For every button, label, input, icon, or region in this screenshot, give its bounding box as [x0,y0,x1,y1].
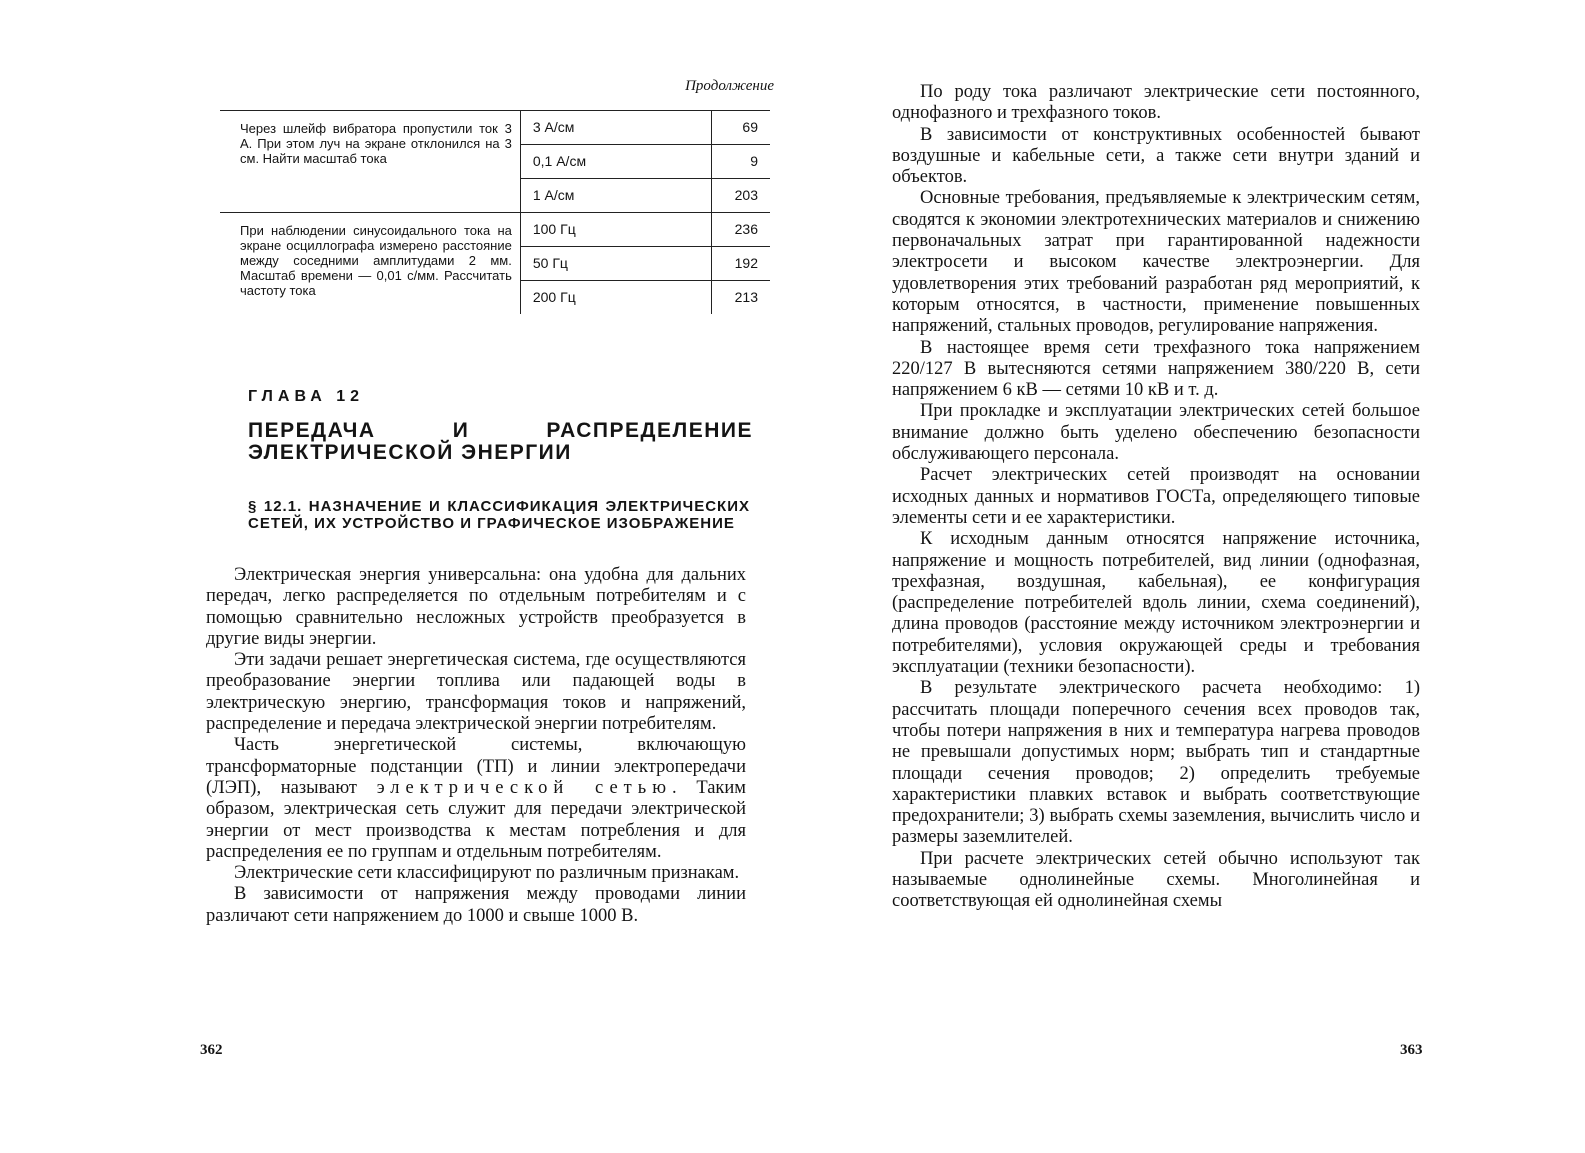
paragraph: Электрическая энергия универсальна: она удобна для дальних передач, легко распределяется по отдельным потребителям и с помощью сравнительно несложных устройств преобразуется в другие виды энергии. [206,565,746,649]
emphasized-term: электрической сетью [376,777,673,798]
paragraph: В результате электрического расчета необходимо: 1) рассчитать площади поперечного сечения всех проводов так, чтобы потери напряжения в них и температура нагрева проводов не превышали допустимых норм; выбрать тип и стандартные площади сечения проводов; 2) определить требуемые характеристики плавких вставок и выбрать соответствующие предохранители; 3) выбрать схемы заземления, вычислить число и размеры заземлителей. [892,678,1420,848]
answer-code: 213 [711,281,770,315]
page-number: 362 [200,1042,223,1058]
answer-option: 0,1 А/см [520,145,711,179]
table-row [220,111,770,145]
paragraph: Основные требования, предъявляемые к электрическим сетям, сводятся к экономии электротехнических материалов и снижению первоначальных затрат при гарантированной надежности электросети и высоком качестве электроэнергии. Для удовлетворения этих требований разработан ряд мероприятий, к которым относятся, в частности, применение повышенных напряжений, стальных проводов, регулирование напряжения. [892,188,1420,337]
question-table [220,110,770,314]
left-body-text [206,565,746,927]
paragraph [206,735,746,863]
right-body-text [892,82,1420,913]
paragraph: Эти задачи решает энергетическая система, где осуществляются преобразование энергии топлива или падающей воды в электрическую энергию, трансформация токов и напряжений, распределение и передача электрической энергии потребителям. [206,650,746,735]
paragraph: Расчет электрических сетей производят на основании исходных данных и нормативов ГОСТа, определяющего типовые элементы сети и ее характеристики. [892,465,1420,528]
continuation-label: Продолжение [685,78,774,94]
chapter-label: ГЛАВА 12 [248,388,365,405]
answer-option: 100 Гц [520,213,711,247]
answer-code: 192 [711,247,770,281]
answer-option: 50 Гц [520,247,711,281]
table-row [220,213,770,247]
question-group [220,111,770,213]
answer-code: 69 [711,111,770,145]
chapter-title: ПЕРЕДАЧА И РАСПРЕДЕЛЕНИЕ ЭЛЕКТРИЧЕСКОЙ ЭНЕРГИИ [248,419,753,464]
paragraph: К исходным данным относятся напряжение источника, напряжение и мощность потребителей, вид линии (однофазная, трехфазная, воздушная, кабельная), ее конфигурация (распределение потребителей вдоль линии, схема соединений), длина проводов (расстояние между источником электроэнергии и потребителями), условия окружающей среды и требования эксплуатации (техники безопасности). [892,529,1420,678]
question-group [220,213,770,315]
right-page [790,0,1585,1153]
paragraph-text: Часть энергетической системы, включающую трансформаторные подстанции (ТП) и линии электропередачи (ЛЭП), называют [206,735,746,798]
paragraph: В зависимости от напряжения между проводами линии различают сети напряжением до 1000 и свыше 1000 В. [206,884,746,926]
answer-option: 200 Гц [520,281,711,315]
paragraph: В настоящее время сети трехфазного тока напряжением 220/127 В вытесняются сетями напряжением 380/220 В, сети напряжением 6 кВ — сетями 10 кВ и т. д. [892,337,1420,401]
paragraph: По роду тока различают электрические сети постоянного, однофазного и трехфазного токов. [892,82,1420,124]
answer-code: 203 [711,179,770,213]
answer-option: 1 А/см [520,179,711,213]
question-text: При наблюдении синусоидального тока на экране осциллографа измерено расстояние между соседними амплитудами 2 мм. Масштаб времени — 0,01 с/мм. Рассчитать частоту тока [220,213,520,315]
question-text: Через шлейф вибратора пропустили ток 3 А. При этом луч на экране отклонился на 3 см. Найти масштаб тока [220,111,520,213]
answer-code: 236 [711,213,770,247]
answer-code: 9 [711,145,770,179]
paragraph: В зависимости от конструктивных особенностей бывают воздушные и кабельные сети, а также сети внутри зданий и объектов. [892,124,1420,188]
paragraph: При расчете электрических сетей обычно используют так называемые однолинейные схемы. Многолинейная и соответствующая ей однолинейная схемы [892,848,1420,912]
answer-option: 3 А/см [520,111,711,145]
paragraph: Электрические сети классифицируют по различным признакам. [234,863,740,884]
left-page [0,0,790,1153]
paragraph: При прокладке и эксплуатации электрических сетей большое внимание должно быть уделено обеспечению безопасности обслуживающего персонала. [892,401,1420,465]
paragraph-text: . Таким образом, электрическая сеть служит для передачи электрической энергии от мест производства к местам потребления и для распределения ее по группам и отдельным потребителям. [206,777,747,862]
section-title: § 12.1. НАЗНАЧЕНИЕ И КЛАССИФИКАЦИЯ ЭЛЕКТРИЧЕСКИХ СЕТЕЙ, ИХ УСТРОЙСТВО И ГРАФИЧЕСКОЕ ИЗОБРАЖЕНИЕ [248,498,750,532]
page-number: 363 [1400,1042,1423,1058]
